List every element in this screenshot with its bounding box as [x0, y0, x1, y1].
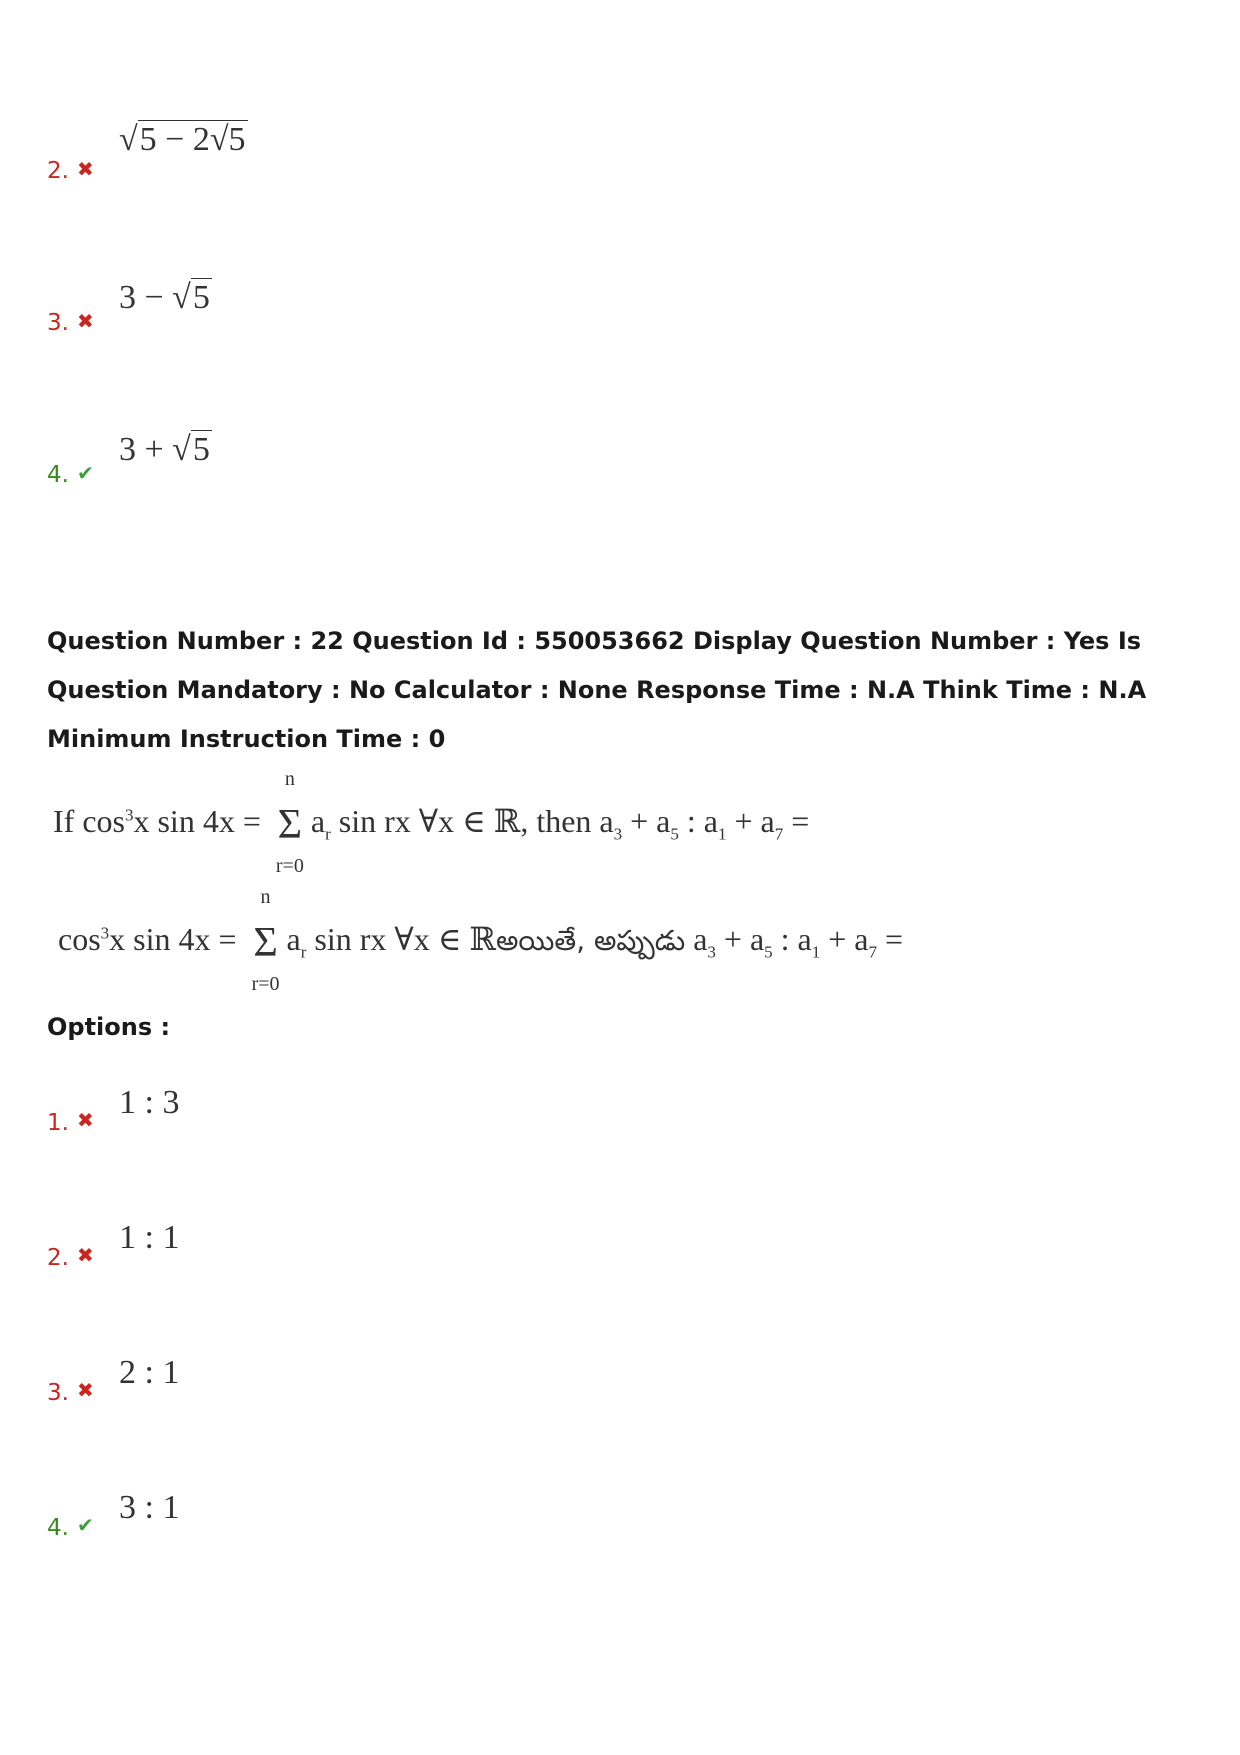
- check-icon: ✔: [77, 1513, 94, 1537]
- prev-option-4: [47, 431, 647, 512]
- check-icon: ✔: [77, 461, 94, 485]
- summation-symbol: n Σ r=0: [275, 767, 304, 877]
- option-value: 3 : 1: [119, 1489, 180, 1526]
- option-2: [47, 1219, 647, 1295]
- option-number: 3.: [47, 310, 69, 336]
- option-math: 3 + √5: [119, 431, 210, 468]
- options-label: Options :: [47, 1013, 171, 1041]
- option-number: 4.: [47, 1515, 69, 1541]
- option-value: 1 : 3: [119, 1084, 180, 1121]
- option-math: 3 − √5: [119, 279, 210, 316]
- cross-icon: ✖: [77, 1108, 94, 1132]
- option-math: √5 − 2√5: [119, 121, 246, 158]
- question-english: If $\cos^3x$ sin 4x = n Σ r=0 $a_r$ sin rx ∀x ∈ ℝ, then $a_3 + a_5$ : $a_1 + a_7$ =: [53, 767, 810, 877]
- option-1: [47, 1084, 647, 1160]
- option-number: 3.: [47, 1380, 69, 1406]
- summation-symbol: n Σ r=0: [251, 885, 280, 995]
- option-value: 1 : 1: [119, 1219, 180, 1256]
- option-number: 2.: [47, 1245, 69, 1271]
- cross-icon: ✖: [77, 309, 94, 333]
- option-3: [47, 1354, 647, 1430]
- option-4: [47, 1489, 647, 1565]
- cross-icon: ✖: [77, 157, 94, 181]
- cross-icon: ✖: [77, 1243, 94, 1267]
- question-meta: Question Number : 22 Question Id : 550053662 Display Question Number : Yes Is Question Mandatory : No Calculator : None Response Time : N.A Think Time : N.A Minimum Instruction Time : 0: [47, 627, 1147, 753]
- prev-option-3: [47, 279, 647, 360]
- option-number: 2.: [47, 158, 69, 184]
- prev-option-2: [47, 121, 647, 208]
- option-value: 2 : 1: [119, 1354, 180, 1391]
- cross-icon: ✖: [77, 1378, 94, 1402]
- option-number: 1.: [47, 1110, 69, 1136]
- option-number: 4.: [47, 462, 69, 488]
- question-telugu: $\cos^3x$ sin 4x = n Σ r=0 $a_r$ sin rx ∀x ∈ ℝఅయితే, అప్పుడు $a_3 + a_5$ : $a_1 + a_7$ =: [58, 885, 904, 995]
